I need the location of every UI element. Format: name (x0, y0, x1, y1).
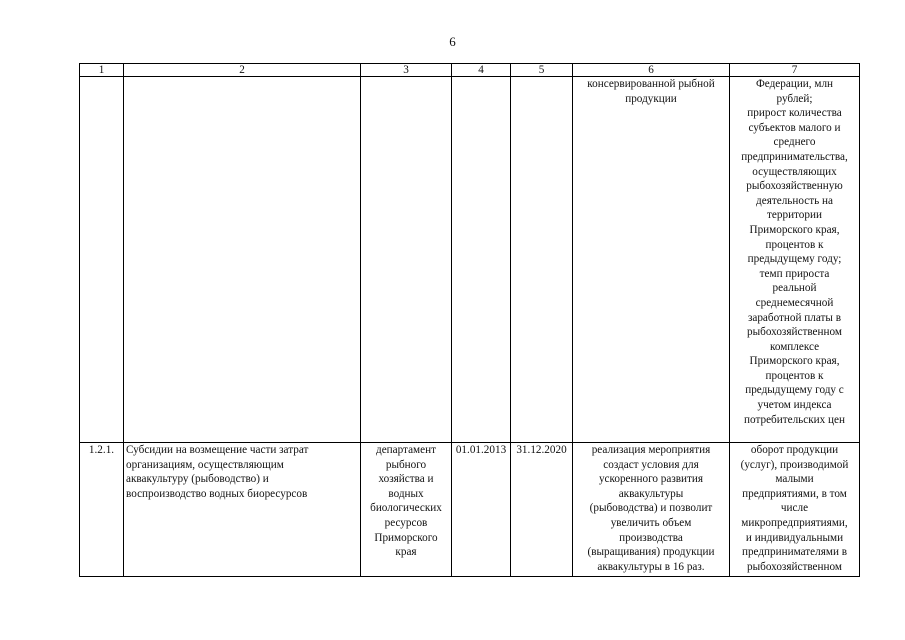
header-col-3: 3 (361, 64, 452, 77)
header-row (80, 64, 860, 77)
indicator-cell: оборот продукции (услуг), производимой малыми предприятиями, в том числе микропредприятиями, и индивидуальными предпринимателями в рыбохозяйственном (730, 443, 860, 577)
header-col-6: 6 (573, 64, 730, 77)
expected-result-cell: реализация мероприятия создаст условия для ускоренного развития аквакультуры (рыбоводства) и позволит увеличить объем производства (выращивания) продукции аквакультуры в 16 раз. (573, 443, 730, 577)
header-col-1: 1 (80, 64, 124, 77)
cont-col-4 (452, 77, 511, 443)
row-number-cell: 1.2.1. (80, 443, 124, 577)
page-number: 6 (449, 34, 456, 49)
cont-col-5 (511, 77, 573, 443)
header-col-5: 5 (511, 64, 573, 77)
cont-col-3 (361, 77, 452, 443)
table-row-1-2-1 (80, 443, 860, 577)
header-col-4: 4 (452, 64, 511, 77)
start-date-cell: 01.01.2013 (452, 443, 511, 577)
cont-col-2 (124, 77, 361, 443)
cont-col-1 (80, 77, 124, 443)
continuation-row (80, 77, 860, 443)
end-date-cell: 31.12.2020 (511, 443, 573, 577)
cont-indicator-cell: Федерации, млн рублей; прирост количества субъектов малого и среднего предпринимательства, осуществляющих рыбохозяйственную деятельность на территории Приморского края, процентов к предыдущему году; темп прироста реальной среднемесячной заработной платы в рыбохозяйственном комплексе Приморского края, процентов к предыдущему году с учетом индекса потребительских цен (730, 77, 860, 443)
header-col-7: 7 (730, 64, 860, 77)
cont-result-cell: консервированной рыбной продукции (573, 77, 730, 443)
measure-name-cell: Субсидии на возмещение части затрат организациям, осуществляющим аквакультуру (рыбоводство) и воспроизводство водных биоресурсов (124, 443, 361, 577)
program-table (79, 63, 860, 577)
header-col-2: 2 (124, 64, 361, 77)
executor-cell: департамент рыбного хозяйства и водных биологических ресурсов Приморского края (361, 443, 452, 577)
